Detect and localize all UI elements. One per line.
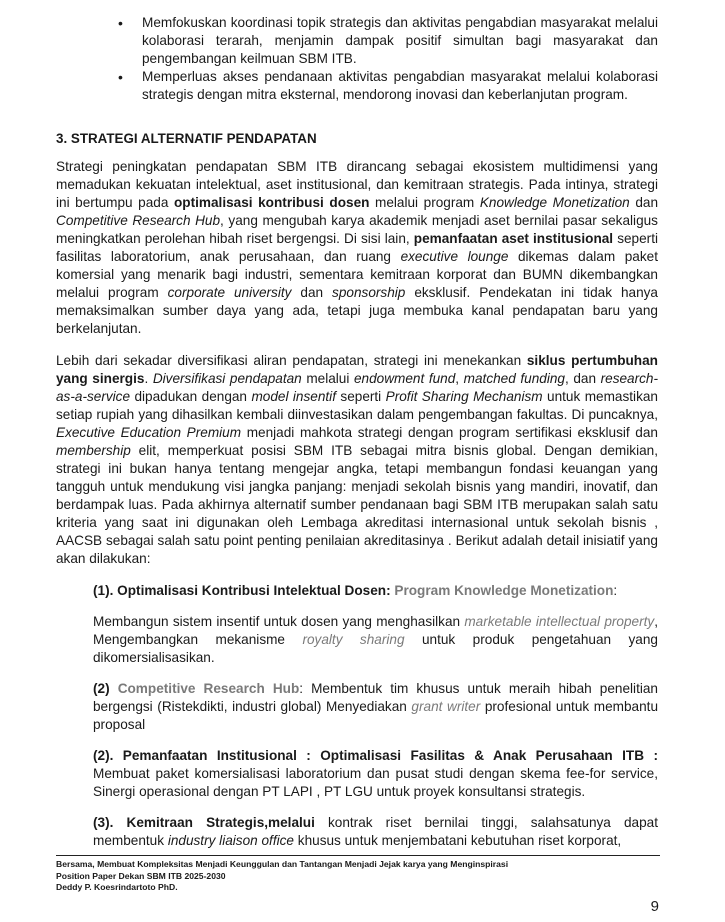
text-run: kontrak riset bernilai tinggi, salahsatunya dapat membentuk: [93, 815, 658, 848]
text-run: dan: [629, 195, 658, 210]
italic-run: model insentif: [251, 389, 336, 404]
italic-run: endowment fund: [353, 371, 456, 386]
text-run: untuk produk pengetahuan yang dikomersialisasikan.: [93, 632, 658, 665]
text-run: dikemas dalam paket komersial yang menarik bagi industri, sementara kemitraan korporat dan BUMN dikembangkan melalui program: [56, 249, 659, 300]
page-content: [56, 14, 658, 850]
footer-author: Deddy P. Koesrindartoto PhD.: [56, 882, 178, 892]
italic-run: Knowledge Monetization: [479, 195, 630, 210]
gray-run: Program Knowledge Monetization: [394, 583, 614, 598]
text-run: khusus untuk menjembatani kebutuhan riset korporat,: [294, 833, 622, 848]
text-run: melalui program: [369, 195, 480, 210]
text-run: Lebih dari sekadar diversifikasi aliran pendapatan, strategi ini menekankan: [56, 353, 527, 368]
section-heading: 3. STRATEGI ALTERNATIF PENDAPATAN: [56, 131, 317, 146]
bold-run: (2): [93, 681, 118, 696]
text-run: , dan: [564, 371, 601, 386]
initiative-1-body: [93, 613, 658, 667]
intro-paragraph: [56, 158, 658, 338]
text-run: .: [144, 371, 153, 386]
bold-run: siklus pertumbuhan yang sinergis: [56, 353, 658, 386]
initiative-2: [93, 680, 658, 734]
italic-run: royalty sharing: [302, 632, 405, 647]
page-footer: [56, 855, 660, 894]
text-run: melalui: [301, 371, 354, 386]
italic-run: sponsorship: [332, 285, 406, 300]
footer-tagline: Bersama, Membuat Kompleksitas Menjadi Keunggulan dan Tantangan Menjadi Jejak karya yang Menginspirasi: [56, 859, 509, 869]
italic-run: Executive Education Premium: [56, 425, 242, 440]
italic-run: Diversifikasi pendapatan: [152, 371, 302, 386]
italic-run: executive lounge: [400, 249, 509, 264]
text-run: :: [613, 583, 618, 598]
text-run: , Mengembangkan mekanisme: [93, 614, 658, 647]
italic-run: matched funding: [463, 371, 565, 386]
initiative-1-title: [93, 582, 658, 600]
italic-run: corporate university: [167, 285, 292, 300]
italic-run: industry liaison office: [167, 833, 294, 848]
italic-run: Competitive Research Hub: [56, 213, 221, 228]
text-run: profesional untuk membantu proposal: [93, 699, 658, 732]
text-run: menjadi mahkota strategi dengan program sertifikasi eksklusif dan: [241, 425, 658, 440]
text-run: Membuat paket komersialisasi laboratorium dan pusat studi dengan skema fee-for service, Sinergi operasional dengan PT LAPI , PT LGU untuk proyek konsultansi strategis.: [93, 766, 658, 799]
initiative-3: [93, 747, 658, 801]
italic-run: marketable intellectual property: [464, 614, 655, 629]
bullet-item: • Memperluas akses pendanaan aktivitas pengabdian masyarakat melalui kolaborasi strategis dengan mitra eksternal, mendorong inovasi dan keberlanjutan program.: [142, 68, 658, 104]
bold-run: (2). Pemanfaatan Institusional : Optimalisasi Fasilitas & Anak Perusahaan ITB :: [93, 748, 658, 763]
text-run: seperti fasilitas laboratorium, anak perusahaan, dan ruang: [56, 231, 658, 264]
italic-run: research-as-a-service: [56, 371, 659, 404]
text-run: seperti: [335, 389, 386, 404]
text-run: : Membentuk tim khusus untuk meraih hibah penelitian bergengsi (Ristekdikti, industri global) Menyediakan: [93, 681, 658, 714]
text-run: dipadukan dengan: [130, 389, 252, 404]
text-run: dan: [291, 285, 333, 300]
italic-run: grant writer: [411, 699, 481, 714]
text-run: elit, memperkuat posisi SBM ITB sebagai mitra bisnis global. Dengan demikian, strategi ini bukan hanya tentang mengejar angka, tetapi membangun fondasi keuangan yang tangguh untuk mendukung visi jangka panjang: menjadi sekolah bisnis yang mandiri, inovatif, dan berdampak luas. Pada akhirnya alternatif sumber pendanaan bagi SBM ITB merupakan salah satu kriteria yang saat ini digunakan oleh Lembaga akreditasi internasional untuk sekolah bisnis , AACSB sebagai salah satu point penting penilaian akreditasinya . Berikut adalah detail inisiatif yang akan dilakukan:: [56, 443, 658, 566]
text-run: eksklusif. Pendekatan ini tidak hanya memaksimalkan sumber daya yang ada, tetapi juga membuka kanal pendapatan baru yang berkelanjutan.: [56, 285, 658, 336]
footer-doc-title: Position Paper Dekan SBM ITB 2025-2030: [56, 870, 226, 881]
bullet-item: • Memfokuskan koordinasi topik strategis dan aktivitas pengabdian masyarakat melalui kolaborasi terarah, menjamin dampak positif simultan bagi masyarakat dan pengembangan keilmuan SBM ITB.: [142, 14, 658, 68]
initiative-4: [93, 814, 658, 850]
bullet-list: [56, 14, 658, 104]
bold-run: (3). Kemitraan Strategis,melalui: [93, 815, 315, 830]
gray-run: Competitive Research Hub: [117, 681, 300, 696]
text-run: , yang mengubah karya akademik menjadi aset bernilai pasar sekaligus meningkatkan perolehan hibah riset bergengsi. Di sisi lain,: [56, 213, 658, 246]
text-run: ,: [455, 371, 464, 386]
text-run: Strategi peningkatan pendapatan SBM ITB dirancang sebagai ekosistem multidimensi yang memadukan kekuatan intelektual, aset institusional, dan kemitraan strategis. Pada intinya, strategi ini bertumpu pada: [56, 159, 658, 210]
text-run: untuk memastikan setiap rupiah yang dihasilkan kembali diinvestasikan dalam pengembangan fakultas. Di puncaknya,: [56, 389, 658, 422]
initiative-list: [56, 582, 658, 850]
bold-run: (1). Optimalisasi Kontribusi Intelektual Dosen:: [93, 583, 395, 598]
bold-run: pemanfaatan aset institusional: [413, 231, 614, 246]
strategy-paragraph: [56, 352, 658, 568]
page-number: 9: [650, 898, 659, 915]
text-run: Membangun sistem insentif untuk dosen yang menghasilkan: [93, 614, 465, 629]
italic-run: Profit Sharing Mechanism: [385, 389, 543, 404]
bold-run: optimalisasi kontribusi dosen: [173, 195, 370, 210]
italic-run: membership: [56, 443, 131, 458]
